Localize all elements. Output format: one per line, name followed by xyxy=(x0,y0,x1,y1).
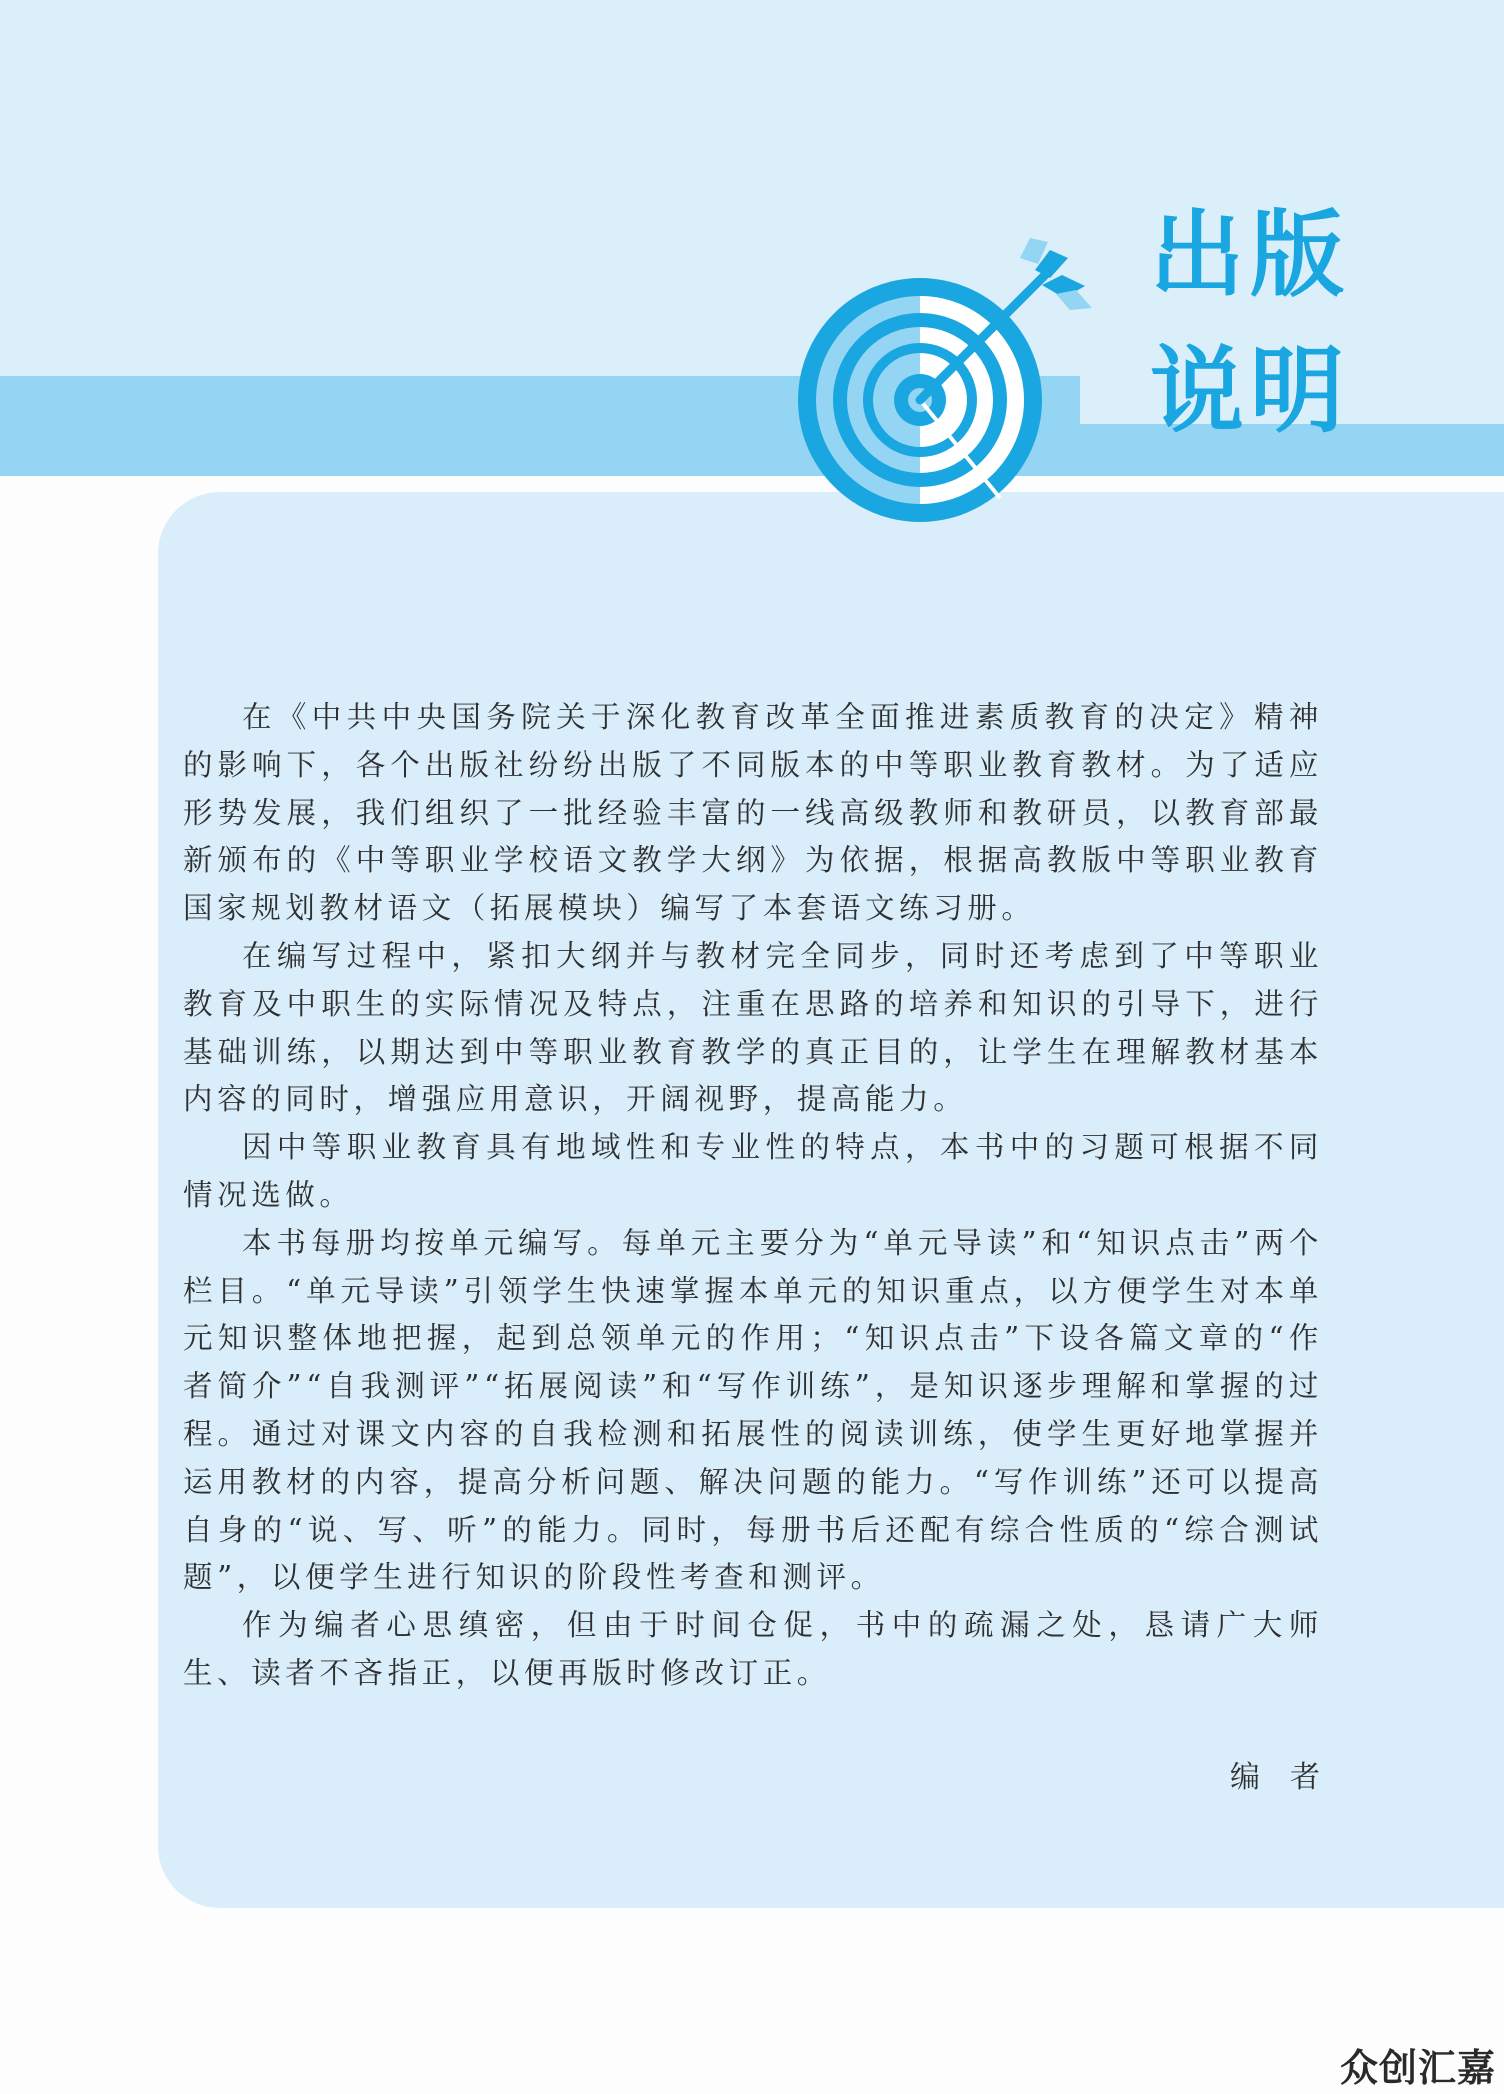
paragraph: 因中等职业教育具有地域性和专业性的特点，本书中的习题可根据不同情况选做。 xyxy=(183,1130,1323,1212)
watermark: 众创汇嘉 xyxy=(1339,2046,1496,2090)
signature: 编者 xyxy=(1230,1760,1350,1795)
bullseye-with-arrow-icon xyxy=(780,230,1110,540)
body-text xyxy=(183,694,1323,1698)
paragraph: 在编写过程中，紧扣大纲并与教材完全同步，同时还考虑到了中等职业教育及中职生的实际情况及特点，注重在思路的培养和知识的引导下，进行基础训练，以期达到中等职业教育教学的真正目的，让学生在理解教材基本内容的同时，增强应用意识，开阔视野，提高能力。 xyxy=(183,938,1323,1117)
paragraph: 作为编者心思缜密，但由于时间仓促，书中的疏漏之处，恳请广大师生、读者不吝指正，以便再版时修改订正。 xyxy=(183,1608,1323,1690)
paragraph: 本书每册均按单元编写。每单元主要分为“单元导读”和“知识点击”两个栏目。“单元导读”引领学生快速掌握本单元的知识重点，以方便学生对本单元知识整体地把握，起到总领单元的作用；“知识点击”下设各篇文章的“作者简介”“自我测评”“拓展阅读”和“写作训练”，是知识逐步理解和掌握的过程。通过对课文内容的自我检测和拓展性的阅读训练，使学生更好地掌握并运用教材的内容，提高分析问题、解决问题的能力。“写作训练”还可以提高自身的“说、写、听”的能力。同时，每册书后还配有综合性质的“综合测试题”，以便学生进行知识的阶段性考查和测评。 xyxy=(183,1225,1323,1595)
paragraph: 在《中共中央国务院关于深化教育改革全面推进素质教育的决定》精神的影响下，各个出版社纷纷出版了不同版本的中等职业教育教材。为了适应形势发展，我们组织了一批经验丰富的一线高级教师和教研员，以教育部最新颁布的《中等职业学校语文教学大纲》为依据，根据高教版中等职业教育国家规划教材语文（拓展模块）编写了本套语文练习册。 xyxy=(183,700,1323,926)
page-title: 出版说明 xyxy=(1150,201,1351,446)
